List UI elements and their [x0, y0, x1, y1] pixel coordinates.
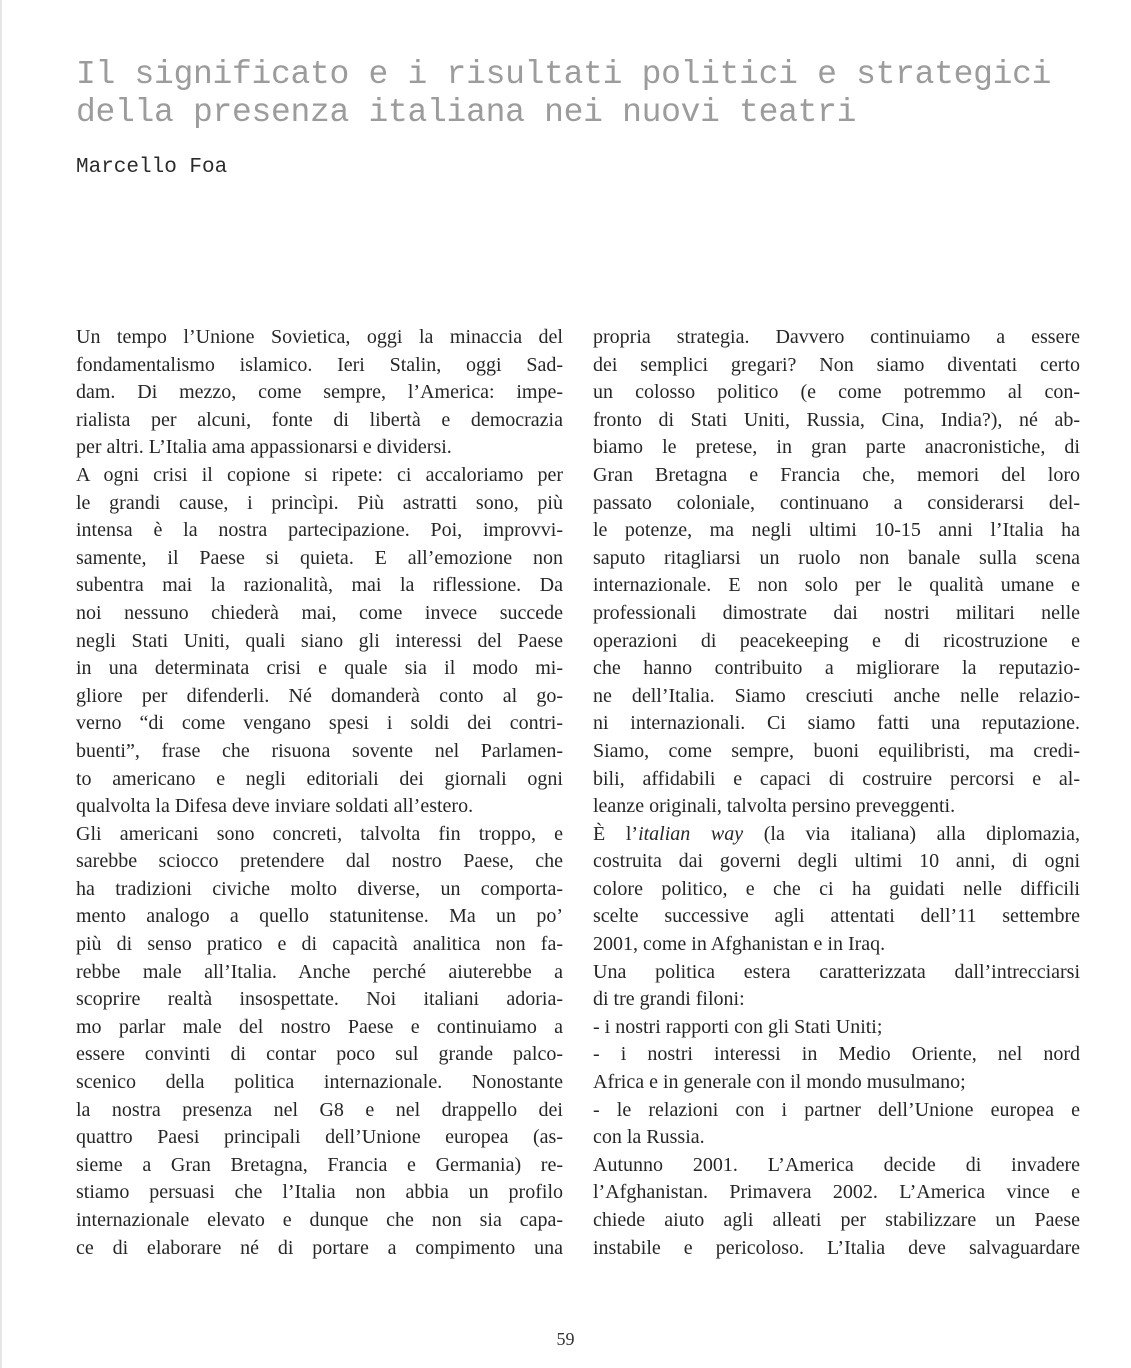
- article-author: Marcello Foa: [76, 156, 228, 179]
- text-line: instabile e pericoloso. L’Italia deve salvaguardare: [593, 1236, 1080, 1259]
- text-line: le potenze, ma negli ultimi 10-15 anni l’Italia ha: [593, 519, 1080, 542]
- text-line: colore politico, e che ci ha guidati nelle difficili: [593, 877, 1080, 900]
- text-line: fondamentalismo islamico. Ieri Stalin, oggi Sad-: [76, 353, 563, 376]
- text-line: noi nessuno chiederà mai, come invece succede: [76, 601, 563, 624]
- text-line: Un tempo l’Unione Sovietica, oggi la minaccia del: [76, 326, 563, 348]
- text-line: ni internazionali. Ci siamo fatti una reputazione.: [593, 712, 1080, 735]
- text-line: sarebbe sciocco pretendere dal nostro Paese, che: [76, 850, 563, 873]
- text-line: ne dell’Italia. Siamo cresciuti anche nelle relazio-: [593, 684, 1080, 707]
- page-gutter-edge: [0, 0, 2, 1368]
- text-line: mento analogo a quello statunitense. Ma un po’: [76, 905, 563, 928]
- text-line: in una determinata crisi e quale sia il modo mi-: [76, 657, 563, 680]
- italic-phrase-prefix: È l’: [593, 822, 639, 845]
- text-line: l’Afghanistan. Primavera 2002. L’America vince e: [593, 1181, 1080, 1204]
- text-line: chiede aiuto agli alleati per stabilizzare un Paese: [593, 1209, 1080, 1231]
- text-line: to americano e negli editoriali dei giornali ogni: [76, 767, 563, 790]
- text-line: che hanno contribuito a migliorare la reputazio-: [593, 657, 1080, 680]
- list-item: - le relazioni con i partner dell’Unione europea e: [593, 1098, 1080, 1121]
- text-line: professionali dimostrate dai nostri militari nelle: [593, 601, 1080, 624]
- article-title-line-1: Il significato e i risultati politici e strategici: [76, 56, 1052, 93]
- text-line: con la Russia.: [593, 1126, 705, 1149]
- text-line: Gli americani sono concreti, talvolta fin troppo, e: [76, 822, 563, 845]
- text-line: passato coloniale, continuano a considerarsi del-: [593, 491, 1080, 514]
- text-line: Africa e in generale con il mondo musulmano;: [593, 1071, 966, 1094]
- text-line: Siamo, come sempre, buoni equilibristi, ma credi-: [593, 739, 1080, 762]
- text-line: saputo ritagliarsi un ruolo non banale sulla scena: [593, 546, 1080, 569]
- page-number: 59: [556, 1329, 575, 1349]
- list-item: - i nostri rapporti con gli Stati Uniti;: [593, 1015, 883, 1038]
- text-line: A ogni crisi il copione si ripete: ci accaloriamo per: [76, 463, 563, 486]
- italic-phrase-rest: (la via italiana) alla diplomazia,: [763, 822, 1080, 845]
- text-line: scelte successive agli attentati dell’11 settembre: [593, 905, 1080, 928]
- text-line: qualvolta la Difesa deve inviare soldati all’estero.: [76, 795, 474, 818]
- text-line: rialista per alcuni, fonte di libertà e democrazia: [76, 408, 563, 431]
- text-line-italian-way: [593, 821, 1080, 849]
- text-line: fronto di Stati Uniti, Russia, Cina, India?), né ab-: [593, 408, 1080, 431]
- text-line: più di senso pratico e di capacità analitica non fa-: [76, 933, 563, 956]
- text-line: internazionale. E non solo per le qualità umane e: [593, 574, 1080, 597]
- text-line: operazioni di peacekeeping e di ricostruzione e: [593, 629, 1080, 652]
- text-line: biamo le pretese, in gran parte anacronistiche, di: [593, 436, 1080, 459]
- text-line: sieme a Gran Bretagna, Francia e Germania) re-: [76, 1153, 563, 1176]
- text-line: costruita dai governi degli ultimi 10 anni, di ogni: [593, 850, 1080, 873]
- text-line: Autunno 2001. L’America decide di invadere: [593, 1153, 1080, 1176]
- text-line: un colosso politico (e come potremmo al con-: [593, 381, 1080, 404]
- article-title-line-2: della presenza italiana nei nuovi teatri: [76, 94, 857, 131]
- text-line: samente, il Paese si quieta. E all’emozione non: [76, 546, 563, 569]
- text-line: negli Stati Uniti, quali siano gli interessi del Paese: [76, 629, 563, 652]
- text-line: bili, affidabili e capaci di costruire percorsi e al-: [593, 767, 1080, 790]
- text-line: scenico della politica internazionale. Nonostante: [76, 1071, 563, 1094]
- text-line: scoprire realtà insospettate. Noi italiani adoria-: [76, 988, 563, 1011]
- text-line: Una politica estera caratterizzata dall’intrecciarsi: [593, 960, 1080, 983]
- article-title: [76, 56, 1086, 132]
- text-line: stiamo persuasi che l’Italia non abbia un profilo: [76, 1181, 563, 1204]
- text-column-right: [593, 324, 1080, 1262]
- text-line: verno “di come vengano spesi i soldi dei contri-: [76, 712, 563, 735]
- text-line: le grandi cause, i princìpi. Più astratti sono, più: [76, 491, 563, 514]
- text-column-left: [76, 324, 563, 1262]
- text-line: 2001, come in Afghanistan e in Iraq.: [593, 933, 886, 956]
- text-line: rebbe male all’Italia. Anche perché aiuterebbe a: [76, 960, 563, 983]
- text-line: la nostra presenza nel G8 e nel drappello dei: [76, 1098, 563, 1121]
- text-line: subentra mai la razionalità, mai la riflessione. Da: [76, 574, 563, 597]
- text-line: dam. Di mezzo, come sempre, l’America: impe-: [76, 381, 563, 404]
- text-line: Gran Bretagna e Francia che, memori del loro: [593, 463, 1080, 486]
- text-line: leanze originali, talvolta persino preveggenti.: [593, 795, 956, 818]
- text-line: buenti”, frase che risuona sovente nel Parlamen-: [76, 739, 563, 762]
- text-line: ha tradizioni civiche molto diverse, un comporta-: [76, 877, 563, 900]
- text-line: per altri. L’Italia ama appassionarsi e dividersi.: [76, 436, 452, 459]
- list-item: - i nostri interessi in Medio Oriente, nel nord: [593, 1043, 1080, 1066]
- text-line: quattro Paesi principali dell’Unione europea (as-: [76, 1126, 563, 1149]
- italic-phrase-term: italian way: [638, 822, 744, 845]
- text-line: intensa è la nostra partecipazione. Poi, improvvi-: [76, 519, 563, 542]
- text-line: mo parlar male del nostro Paese e continuiamo a: [76, 1015, 563, 1038]
- text-line: gliore per difenderli. Né domanderà conto al go-: [76, 684, 563, 707]
- text-line: dei semplici gregari? Non siamo diventati certo: [593, 353, 1080, 376]
- text-line: di tre grandi filoni:: [593, 988, 745, 1011]
- text-line: propria strategia. Davvero continuiamo a essere: [593, 326, 1080, 348]
- text-line: essere convinti di contar poco sul grande palco-: [76, 1043, 563, 1066]
- text-line: ce di elaborare né di portare a compimento una: [76, 1236, 563, 1259]
- text-line: internazionale elevato e dunque che non sia capa-: [76, 1209, 563, 1231]
